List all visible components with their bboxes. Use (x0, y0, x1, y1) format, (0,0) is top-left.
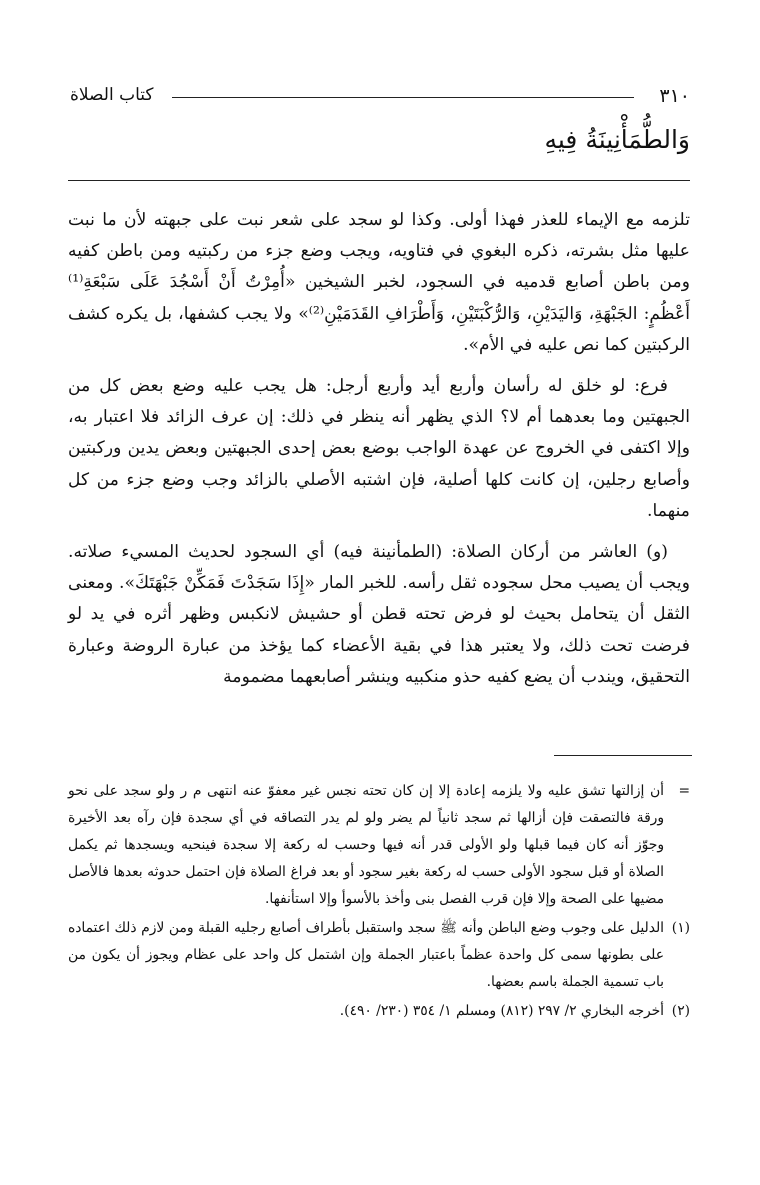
footnote-text: أخرجه البخاري ٢/ ٢٩٧ (٨١٢) ومسلم ١/ ٣٥٤ (٢٣٠/ ٤٩٠). (339, 1003, 664, 1019)
commentary-body (68, 205, 690, 703)
footnote-mark: (٢) (671, 1003, 690, 1019)
page-header (70, 85, 690, 111)
matn-text: وَالطُّمَأْنِينَةُ فِيهِ (544, 125, 690, 154)
footnotes (68, 778, 690, 1027)
body-paragraph: فرع: لو خلق له رأسان وأربع أيد وأربع أرجل: هل يجب عليه وضع بعض كل من الجبهتين وما بعدهما أم لا؟ الذي يظهر أنه ينظر في ذلك: إن عرف الزائد فلا اعتبار به، وإلا اكتفى في الخروج عن عهدة الواجب بوضع بعض إحدى الجبهتين وبعض يدين وركبتين وأصابع رجلين، إن كانت كلها أصلية، فإن اشتبه الأصلي بالزائد وجب وضع جزء من كل منهما. (68, 376, 690, 521)
running-title: كتاب الصلاة (70, 85, 154, 105)
footnote (68, 998, 690, 1025)
matn-divider (68, 180, 690, 181)
footnote-mark: = (678, 783, 690, 799)
footnote-text: أن إزالتها تشق عليه ولا يلزمه إعادة إلا إن كان تحته نجس غير معفوّ عنه انتهى م ر ولو سجد على نحو ورقة فالتصقت فإن أزالها ثم سجد ثانياً لم يضر ولو لم يدر التصاقه في أي سجدة فإن رآه بعد الأخيرة وجوّز أنه كان فيما قبلها ولو الأولى قدر أنه فيها وحسب له ركعة إلا سجدة فينحيه ويسجدها ثم يكمل الصلاة أو قبل سجود الأولى حسب له ركعة بغير سجود أو بعد فراغ الصلاة فإن احتمل حدوثه بعدها فالأصل مضيها على الصحة وإلا فإن قرب الفصل بنى وأخذ بالأسوأ وإلا استأنفها. (68, 783, 664, 907)
footnote-mark: (١) (671, 920, 690, 936)
body-paragraph: (و) العاشر من أركان الصلاة: (الطمأنينة فيه) أي السجود لحديث المسيء صلاته. ويجب أن يصيب محل سجوده ثقل رأسه. للخبر المار «إِذَا سَجَدْتَ فَمَكِّنْ جَبْهَتَكَ». ومعنى الثقل أن يتحامل بحيث لو فرض تحته قطن أو حشيش لانكبس وظهر أثره في يد لو فرضت تحت ذلك، ولا يعتبر هذا في بقية الأعضاء كما يؤخذ من عبارة الروضة وعبارة التحقيق، ويندب أن يضع كفيه حذو منكبيه وينشر أصابعهما مضمومة (68, 542, 690, 687)
footnote (68, 778, 690, 913)
footnote-text: الدليل على وجوب وضع الباطن وأنه ﷺ سجد واستقبل بأطراف أصابع رجليه القبلة ومن لازم ذلك اعتماده على بطونها سمى كل واحدة عظماً باعتبار الجملة وإن اشتمل كل واحد على عظام ويجوز أن يكون من باب تسمية الجملة باسم بعضها. (68, 920, 664, 990)
page-number: ٣١٠ (659, 85, 690, 107)
footnote-divider (554, 755, 692, 756)
body-paragraph: تلزمه مع الإيماء للعذر فهذا أولى. وكذا لو سجد على شعر نبت على جبهته لأن ما نبت عليها مثل بشرته، ذكره البغوي في فتاويه، ويجب وضع جزء من ركبتيه ومن باطن كفيه ومن باطن أصابع قدميه في السجود، لخبر الشيخين «أُمِرْتُ أَنْ أَسْجُدَ عَلَى سَبْعَةِ⁽¹⁾ أَعْظُمٍ: الجَبْهَةِ، وَاليَدَيْنِ، وَالرُّكْبَتَيْنِ، وَأَطْرَافِ القَدَمَيْنِ⁽²⁾» ولا يجب كشفها، بل يكره كشف الركبتين كما نص عليه في الأم». (68, 210, 691, 355)
header-rule (172, 97, 634, 98)
footnote (68, 915, 690, 996)
